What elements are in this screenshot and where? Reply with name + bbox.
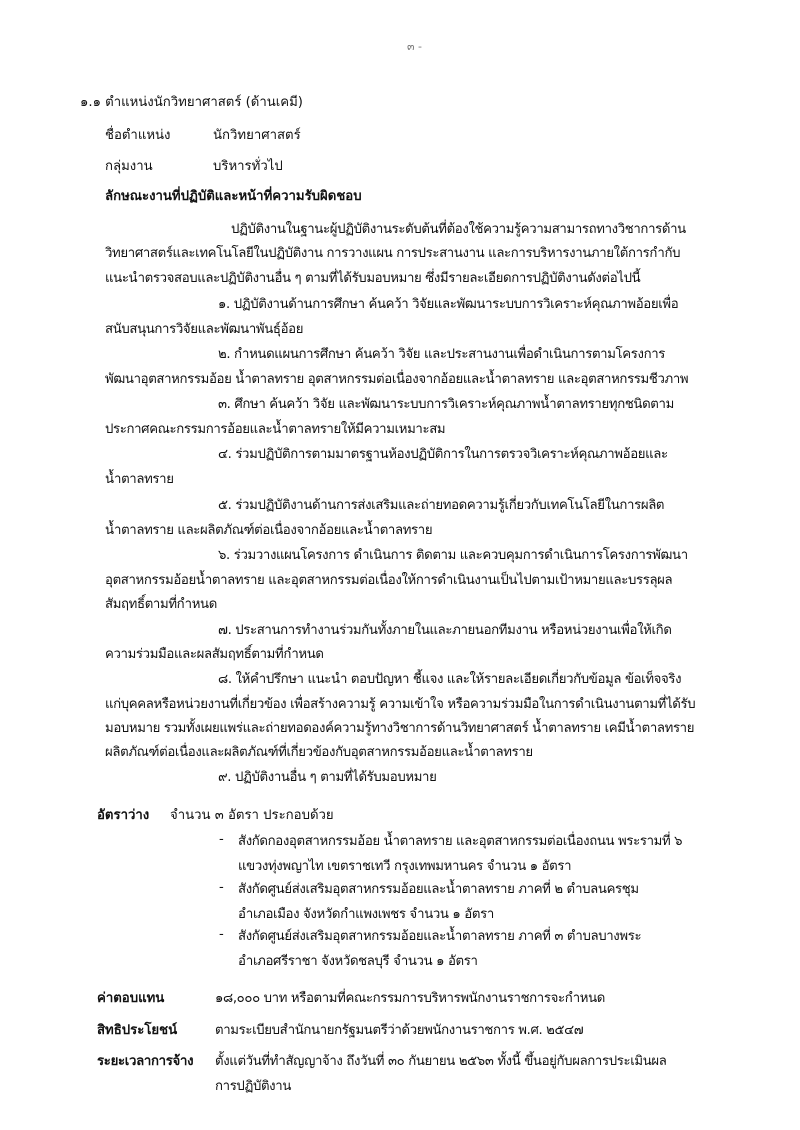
employment-period-label: ระยะเวลาการจ้าง [97, 1054, 194, 1069]
duty-item-8: ๘. ให้คำปรึกษา แนะนำ ตอบปัญหา ชี้แจง และให้รายละเอียดเกี่ยวกับข้อมูล ข้อเท็จจริง [218, 672, 682, 687]
bullet-dash: - [219, 832, 224, 847]
section-title: ๑.๑ ตำแหน่งนักวิทยาศาสตร์ (ด้านเคมี) [80, 95, 303, 110]
duty-item-2: ๒. กำหนดแผนการศึกษา ค้นคว้า วิจัย และประสานงานเพื่อดำเนินการตามโครงการ [218, 347, 666, 362]
intro-line: ปฏิบัติงานในฐานะผู้ปฏิบัติงานระดับต้นที่ต้องใช้ความรู้ความสามารถทางวิชาการด้าน [231, 222, 686, 237]
duties-heading: ลักษณะงานที่ปฏิบัติและหน้าที่ความรับผิดชอบ [105, 189, 362, 204]
vacancy-summary: จำนวน ๓ อัตรา ประกอบด้วย [170, 808, 334, 823]
duty-item-4: ๔. ร่วมปฏิบัติการตามมาตรฐานห้องปฏิบัติการในการตรวจวิเคราะห์คุณภาพอ้อยและ [218, 447, 668, 462]
vacancy-item-3-cont: อำเภอศรีราชา จังหวัดชลบุรี จำนวน ๑ อัตรา [238, 954, 478, 969]
compensation-value: ๑๘,๐๐๐ บาท หรือตามที่คณะกรรมการบริหารพนักงานราชการจะกำหนด [215, 991, 605, 1006]
duty-item-8-cont: แก่บุคคลหรือหน่วยงานที่เกี่ยวข้อง เพื่อสร้างความรู้ ความเข้าใจ หรือความร่วมมือในการดำเนินงานตามที่ได้รับ [105, 697, 696, 712]
duty-item-8-cont: มอบหมาย รวมทั้งเผยแพร่และถ่ายทอดองค์ความรู้ทางวิชาการด้านวิทยาศาสตร์ น้ำตาลทราย เคมีน้ำตาลทราย [105, 721, 695, 736]
vacancy-item-2: สังกัดศูนย์ส่งเสริมอุตสาหกรรมอ้อยและน้ำตาลทราย ภาคที่ ๒ ตำบลนครชุม [238, 882, 639, 897]
duty-item-3: ๓. ศึกษา ค้นคว้า วิจัย และพัฒนาระบบการวิเคราะห์คุณภาพน้ำตาลทรายทุกชนิดตาม [218, 397, 674, 412]
work-group-value: บริหารทั่วไป [213, 159, 283, 174]
duty-item-8-cont: ผลิตภัณฑ์ต่อเนื่องและผลิตภัณฑ์ที่เกี่ยวข้องกับอุตสาหกรรมอ้อยและน้ำตาลทราย [105, 745, 533, 760]
intro-line: แนะนำตรวจสอบและปฏิบัติงานอื่น ๆ ตามที่ได้รับมอบหมาย ซึ่งมีรายละเอียดการปฏิบัติงานดังต่อไปนี้ [105, 271, 641, 286]
duty-item-1-cont: สนับสนุนการวิจัยและพัฒนาพันธุ์อ้อย [105, 322, 304, 337]
duty-item-5: ๕. ร่วมปฏิบัติงานด้านการส่งเสริมและถ่ายทอดความรู้เกี่ยวกับเทคโนโลยีในการผลิต [218, 498, 665, 513]
employment-period-value-cont: การปฏิบัติงาน [215, 1079, 291, 1094]
vacancy-item-2-cont: อำเภอเมือง จังหวัดกำแพงเพชร จำนวน ๑ อัตรา [238, 907, 494, 922]
bullet-dash: - [219, 880, 224, 895]
compensation-label: ค่าตอบแทน [97, 991, 165, 1006]
duty-item-6: ๖. ร่วมวางแผนโครงการ ดำเนินการ ติดตาม และควบคุมการดำเนินการโครงการพัฒนา [218, 548, 688, 563]
vacancy-item-3: สังกัดศูนย์ส่งเสริมอุตสาหกรรมอ้อยและน้ำตาลทราย ภาคที่ ๓ ตำบลบางพระ [238, 929, 642, 944]
position-name-value: นักวิทยาศาสตร์ [213, 128, 301, 143]
benefits-label: สิทธิประโยชน์ [97, 1023, 178, 1038]
duty-item-2-cont: พัฒนาอุตสาหกรรมอ้อย น้ำตาลทราย อุตสาหกรรมต่อเนื่องจากอ้อยและน้ำตาลทราย และอุตสาหกรรมชีวภาพ [105, 372, 689, 387]
duty-item-3-cont: ประกาศคณะกรรมการอ้อยและน้ำตาลทรายให้มีความเหมาะสม [105, 422, 446, 437]
benefits-value: ตามระเบียบสำนักนายกรัฐมนตรีว่าด้วยพนักงานราชการ พ.ศ. ๒๕๔๗ [215, 1023, 584, 1038]
bullet-dash: - [219, 927, 224, 942]
work-group-label: กลุ่มงาน [105, 159, 153, 174]
page-number: ๓ - [407, 40, 422, 53]
intro-line: วิทยาศาสตร์และเทคโนโลยีในปฏิบัติงาน การวางแผน การประสานงาน และการบริหารงานภายใต้การกำกับ [105, 246, 681, 261]
vacancy-item-1: สังกัดกองอุตสาหกรรมอ้อย น้ำตาลทราย และอุตสาหกรรมต่อเนื่องถนน พระรามที่ ๖ [238, 834, 683, 849]
duty-item-5-cont: น้ำตาลทราย และผลิตภัณฑ์ต่อเนื่องจากอ้อยและน้ำตาลทราย [105, 523, 433, 538]
vacancy-item-1-cont: แขวงทุ่งพญาไท เขตราชเทวี กรุงเทพมหานคร จำนวน ๑ อัตรา [238, 859, 572, 874]
vacancy-label: อัตราว่าง [97, 808, 150, 823]
duty-item-7-cont: ความร่วมมือและผลสัมฤทธิ์ตามที่กำหนด [105, 647, 324, 662]
employment-period-value: ตั้งแต่วันที่ทำสัญญาจ้าง ถึงวันที่ ๓๐ กันยายน ๒๕๖๓ ทั้งนี้ ขึ้นอยู่กับผลการประเมินผล [215, 1054, 667, 1069]
duty-item-6-cont: สัมฤทธิ์ตามที่กำหนด [105, 597, 217, 612]
duty-item-1: ๑. ปฏิบัติงานด้านการศึกษา ค้นคว้า วิจัยและพัฒนาระบบการวิเคราะห์คุณภาพอ้อยเพื่อ [218, 297, 679, 312]
duty-item-9: ๙. ปฏิบัติงานอื่น ๆ ตามที่ได้รับมอบหมาย [218, 770, 437, 785]
duty-item-6-cont: อุตสาหกรรมอ้อยน้ำตาลทราย และอุตสาหกรรมต่อเนื่องให้การดำเนินงานเป็นไปตามเป้าหมายและบรรลุผล [105, 573, 673, 588]
position-name-label: ชื่อตำแหน่ง [105, 128, 171, 143]
duty-item-7: ๗. ประสานการทำงานร่วมกันทั้งภายในและภายนอกทีมงาน หรือหน่วยงานเพื่อให้เกิด [218, 623, 672, 638]
duty-item-4-cont: น้ำตาลทราย [105, 472, 174, 487]
